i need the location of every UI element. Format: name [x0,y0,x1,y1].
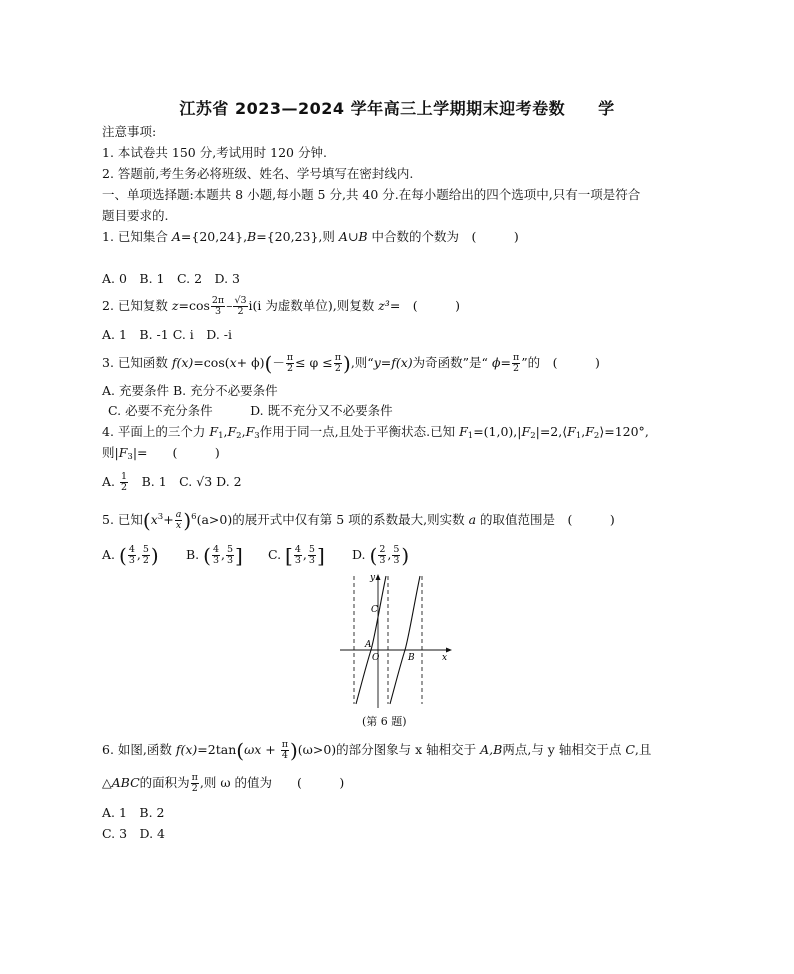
fraction: $\frac{2\pi}{3}$ [211,295,225,317]
y-axis-label: y [370,573,376,583]
question-6-options-cd: C. 3 D. 4 [102,826,165,841]
fraction: $\frac{\pi}{2}$ [512,352,520,374]
question-2: 2. 已知复数 z=cos $\frac{2\pi}{3}$ – $\frac{√3}{2}$ i(i 为虚数单位),则复数 z³= ( ) [102,295,461,317]
notice-item-2: 2. 答题前,考生务必将班级、姓名、学号填写在密封线内. [102,166,414,181]
question-4: 4. 平面上的三个力 $F_1,F_2,F_3$作用于同一点,且处于平衡状态.已知 $F_1=(1,0),|F_2|=2,⟨F_1,F_2⟩=120^\circ$, [102,424,649,441]
section-heading-line-1: 一、单项选择题:本题共 8 小题,每小题 5 分,共 40 分.在每小题给出的四个选项中,只有一项是符合 [102,187,641,202]
option-a: A. ( $\frac{4}{3}$ , $\frac{5}{2}$ ) [102,543,159,568]
option-c: C. [ $\frac{4}{3}$ , $\frac{5}{3}$ ] [267,543,325,568]
notice-item-1: 1. 本试卷共 150 分,考试用时 120 分钟. [102,145,327,160]
question-3: 3. 已知函数 f(x)=cos(x+ ϕ)(－ $\frac{\pi}{2}$ ≤ φ ≤ $\frac{\pi}{2}$ ),则“y=f(x)为奇函数”是“ ϕ= $\frac{\pi}{2}$ ”的 ( ) [102,351,600,376]
question-5-options [102,545,409,566]
question-6-options-ab: A. 1 B. 2 [102,805,165,820]
question-4-options: A. $\frac{1}{2}$ B. 1 C. √3 D. 2 [102,471,242,493]
point-c-label: C [371,605,378,615]
notice-heading: 注意事项: [102,124,157,139]
question-6-line-2: △ABC的面积为 $\frac{\pi}{2}$ ,则 ω 的值为 ( ) [102,772,345,794]
question-5: 5. 已知($x^3+$ $\frac{a}{x}$ )$^6$(a>0)的展开式中仅有第 5 项的系数最大,则实数 a 的取值范围是 ( ) [102,508,615,533]
question-1-options: A. 0 B. 1 C. 2 D. 3 [102,271,241,286]
tan-curve-branch-2 [390,576,420,704]
fraction: $\frac{\pi}{2}$ [191,772,198,794]
y-axis-arrow [376,574,381,580]
section-heading-line-2: 题目要求的. [102,208,169,223]
fraction: $\frac{√3}{2}$ [234,295,247,317]
figure-caption: (第 6 题) [362,715,407,728]
origin-label: O [372,653,380,663]
x-axis-arrow [446,648,452,653]
page-title: 江苏省 2023—2024 学年高三上学期期末迎考卷数 学 [179,99,615,118]
point-a-label: A [365,640,372,650]
x-axis-label: x [442,653,448,663]
point-b-label: B [408,653,415,663]
fraction: $\frac{\pi}{2}$ [286,352,294,374]
question-4-line-2: 则$|F_3|=$ ( ) [102,445,220,462]
question-2-options: A. 1 B. -1 C. i D. -i [102,327,233,342]
option-d: D. ( $\frac{2}{3}$ , $\frac{5}{3}$ ) [351,543,410,568]
question-3-options-ab: A. 充要条件 B. 充分不必要条件 [102,383,278,398]
question-3-options-cd: C. 必要不充分条件 D. 既不充分又不必要条件 [108,403,393,418]
fraction: $\frac{1}{2}$ [121,471,128,493]
fraction: $\frac{\pi}{2}$ [334,352,342,374]
option-b: B. ( $\frac{4}{3}$ , $\frac{5}{3}$ ] [185,543,243,568]
question-1: 1. 已知集合 A={20,24},B={20,23},则 A∪B 中合数的个数为 ( ) [102,229,519,244]
fraction: $\frac{\pi}{4}$ [281,739,288,761]
question-6: 6. 如图,函数 f(x)=2tan(ωx + $\frac{\pi}{4}$ )(ω>0)的部分图象与 x 轴相交于 A,B两点,与 y 轴相交于点 C,且 [102,738,652,763]
tan-graph-figure [336,570,461,712]
fraction: $\frac{a}{x}$ [175,509,182,531]
